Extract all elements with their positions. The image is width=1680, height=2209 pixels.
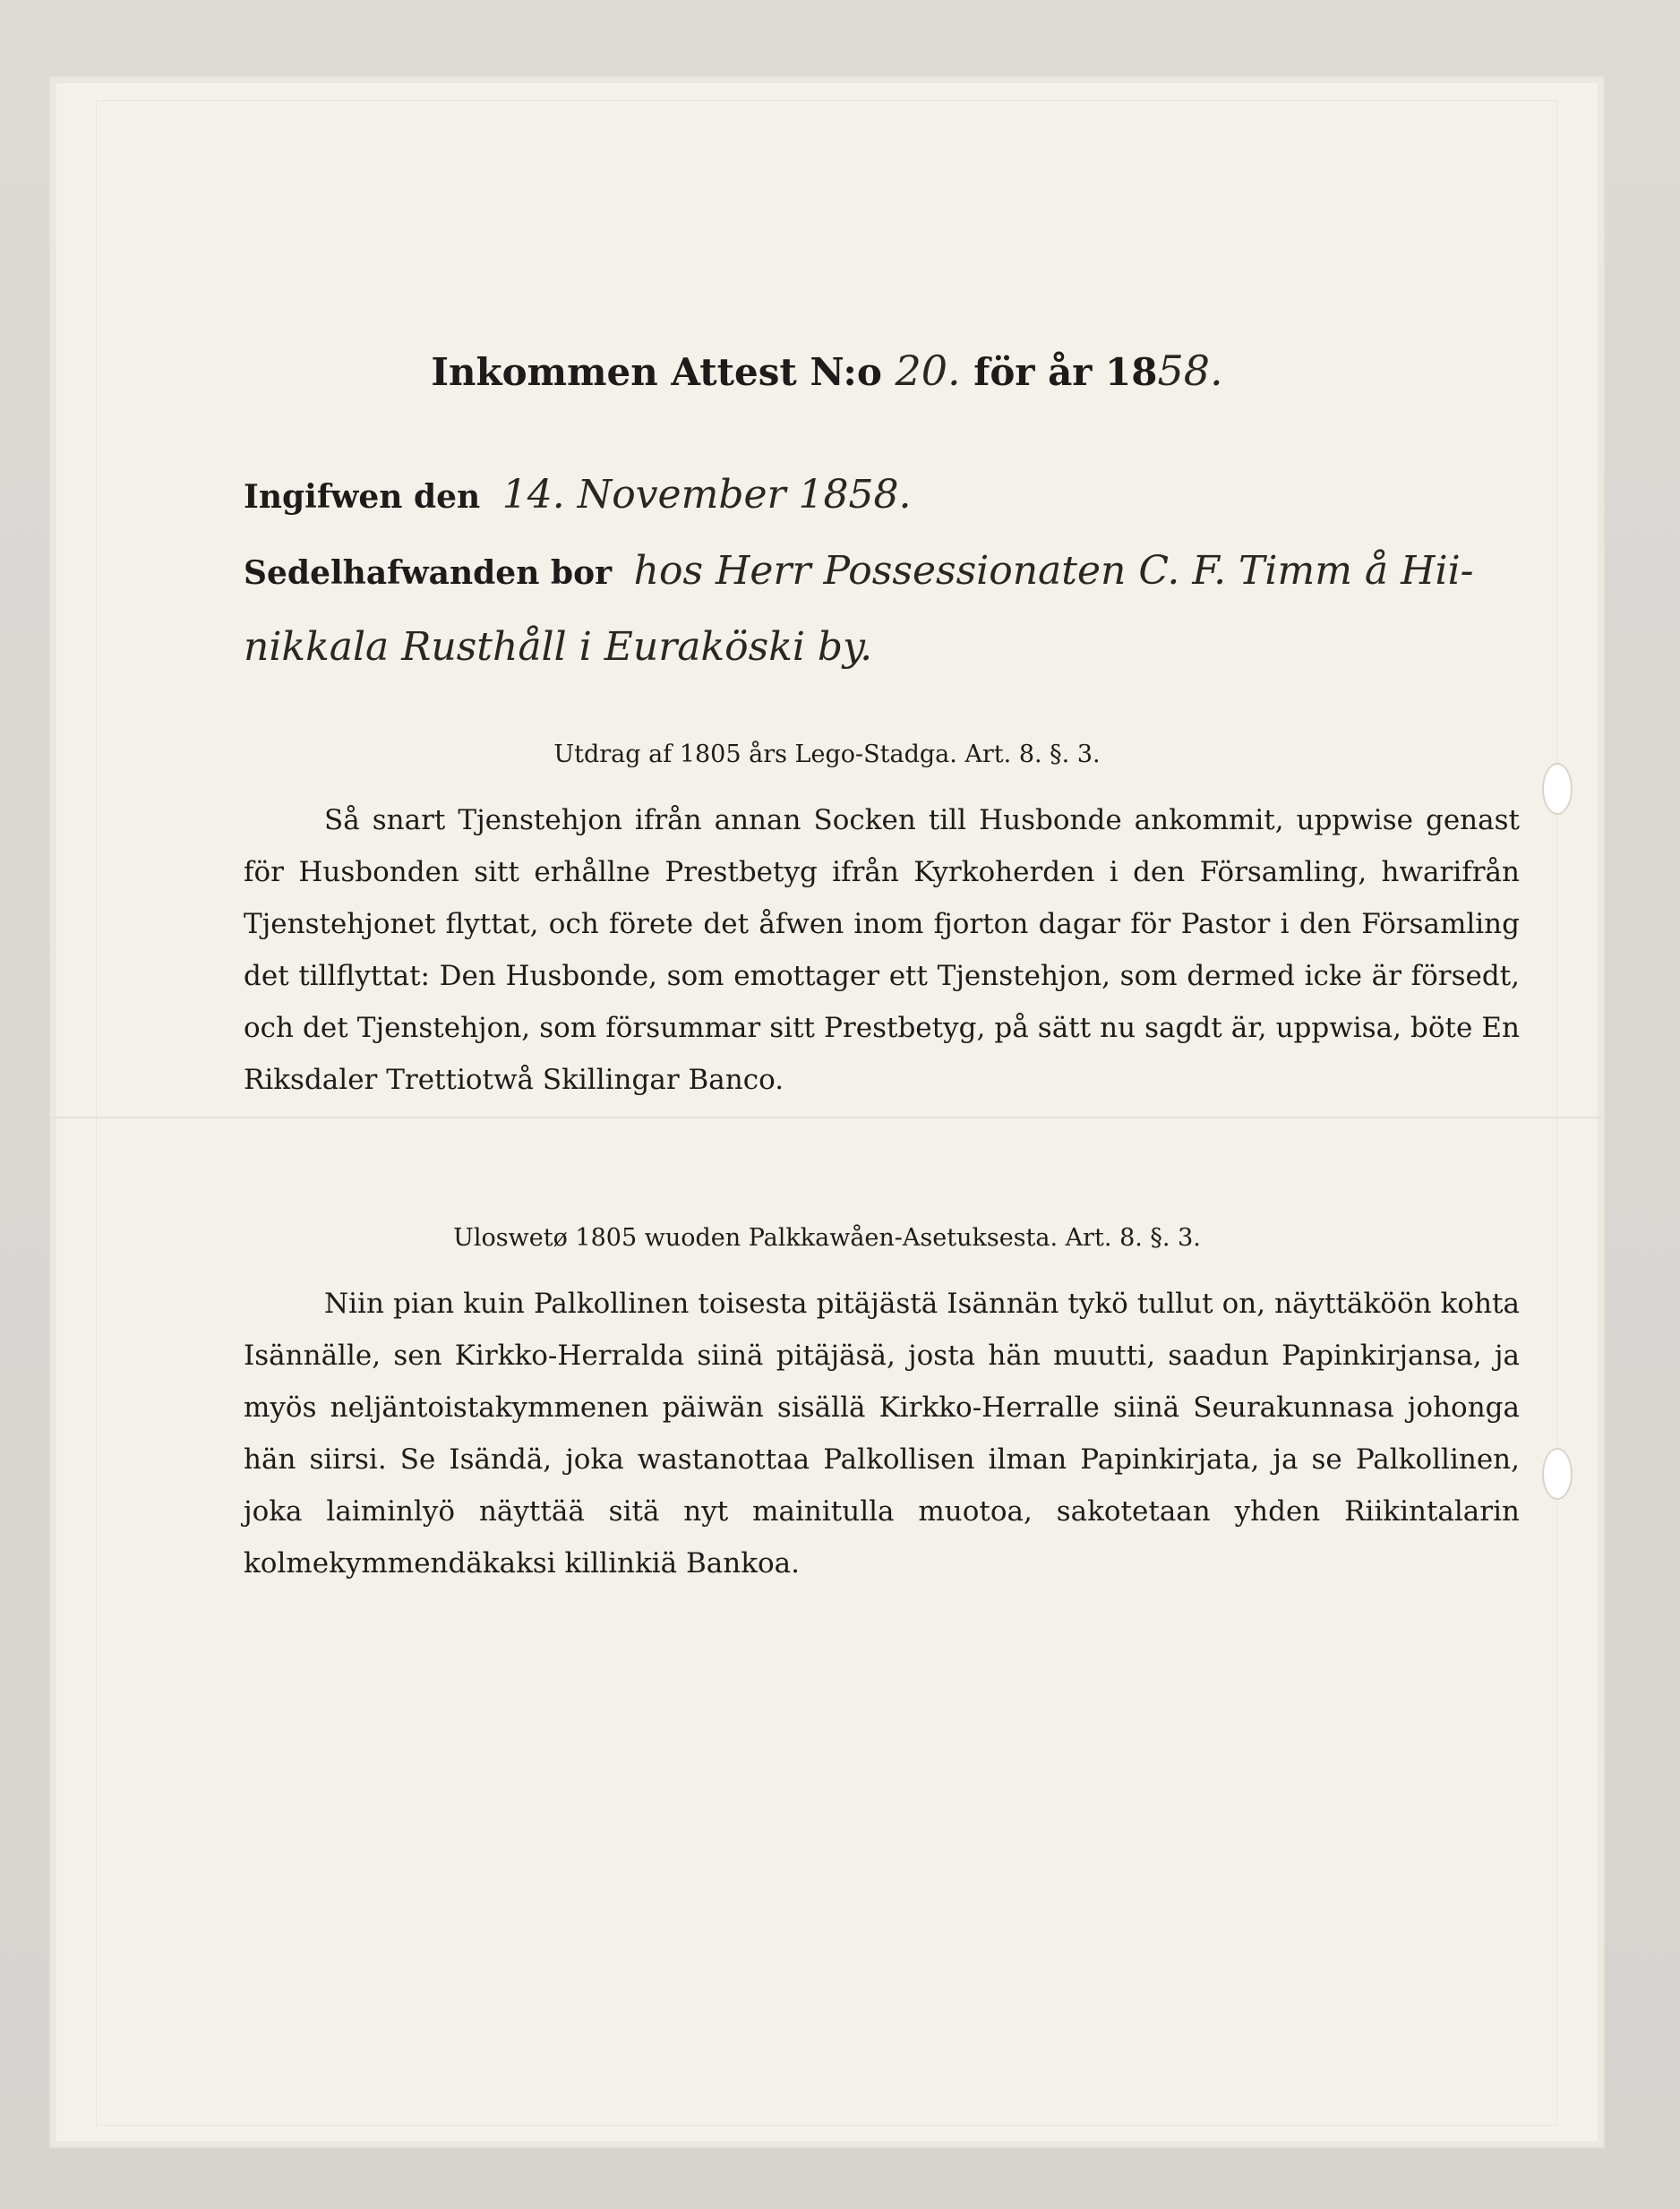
finnish-paragraph: Niin pian kuin Palkollinen toisesta pitäjästä Isännän tykö tullut on, näyttäköön kohta Isännälle, sen Kirkko-Herralda siinä pitäjäsä, josta hän muutti, saadun Papinkirjansa, ja myös neljäntoistakymmenen päiwän sisällä Kirkko-Herralle siinä Seurakunnasa johonga hän siirsi. Se Isändä, joka wastanottaa Palkollisen ilman Papinkirjata, ja se Palkollinen, joka laiminlyö näyttää sitä nyt mainitulla muotoa, sakotetaan yhden Riikintalarin kolmekymmendäkaksi killinkiä Bankoa. — [244, 1288, 1520, 1580]
resident-address-line2: nikkala Rusthåll i Euraköski by. — [244, 624, 873, 670]
received-date: 14. November 1858. — [501, 472, 912, 518]
received-field — [244, 472, 912, 518]
swedish-section-text — [244, 794, 1520, 1106]
title-middle: för år 18 — [973, 350, 1158, 394]
attest-year: 58. — [1157, 347, 1223, 395]
title-prefix: Inkommen Attest N:o — [431, 350, 882, 394]
document-page — [49, 76, 1605, 2148]
fold-crease — [51, 1117, 1603, 1118]
resident-label: Sedelhafwanden bor — [244, 554, 613, 592]
swedish-section-heading: Utdrag af 1805 års Lego-Stadga. Art. 8. §. 3. — [553, 741, 1101, 768]
attest-number: 20. — [895, 347, 961, 395]
punch-hole-top — [1542, 763, 1573, 815]
finnish-section-heading: Uloswetø 1805 wuoden Palkkawåen-Asetuksesta. Art. 8. §. 3. — [453, 1224, 1201, 1252]
punch-hole-bottom — [1542, 1448, 1573, 1500]
resident-field — [244, 548, 1474, 594]
swedish-paragraph: Så snart Tjenstehjon ifrån annan Socken till Husbonde ankommit, uppwise genast för Husbonden sitt erhållne Prestbetyg ifrån Kyrkoherden i den Församling, hwarifrån Tjenstehjonet flyttat, och förete det åfwen inom fjorton dagar för Pastor i den Församling det tillflyttat: Den Husbonde, som emottager ett Tjenstehjon, som dermed icke är försedt, och det Tjenstehjon, som försummar sitt Prestbetyg, på sätt nu sagdt är, uppwisa, böte En Riksdaler Trettiotwå Skillingar Banco. — [244, 804, 1520, 1096]
document-title — [51, 347, 1603, 395]
received-label: Ingifwen den — [244, 478, 481, 516]
finnish-section-text — [244, 1278, 1520, 1589]
printed-border — [96, 100, 1557, 2126]
resident-address-line1: hos Herr Possessionaten C. F. Timm å Hii- — [633, 548, 1474, 594]
